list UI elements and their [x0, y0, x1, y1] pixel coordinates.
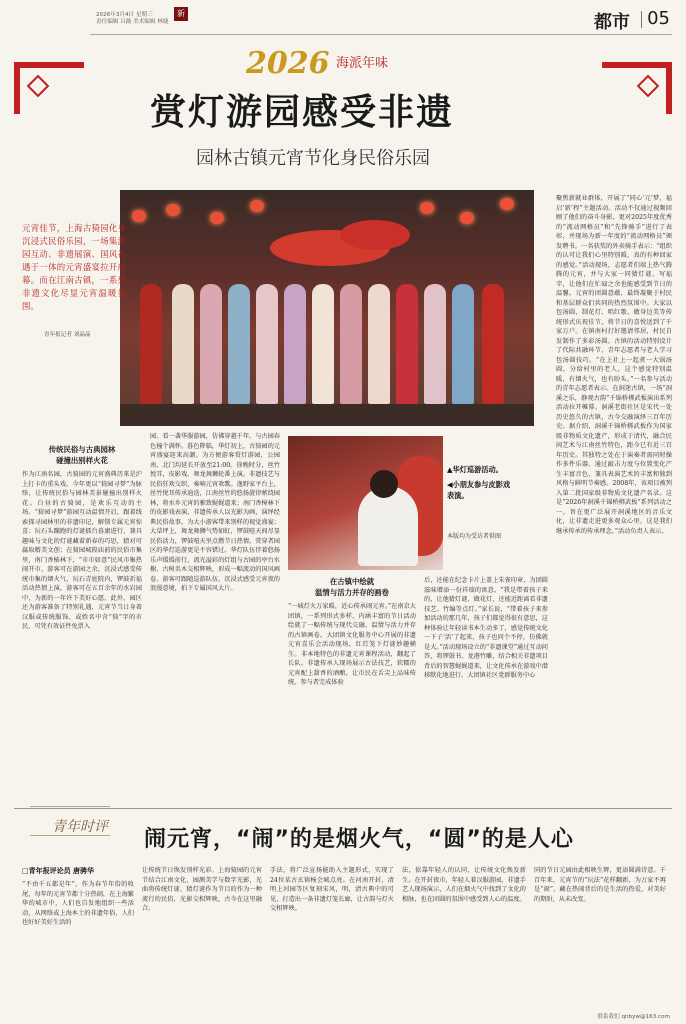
- performer-figure: [340, 284, 362, 404]
- photo-credit: 本版均为受访者供图: [447, 533, 502, 540]
- article2-column-4: [424, 576, 548, 806]
- performer-figure: [424, 284, 446, 404]
- ground: [120, 404, 534, 426]
- main-photo: [120, 190, 534, 426]
- article1-text-2: 园。看一袭华服游园，仿佛穿越千年，与古园春色撞个满怀。暮色降临，华灯初上，古猗园的元宵盛宴迎来高潮。为方便游客赏灯游园，公园南、北门均延长开放至21:00。徐晚时分，丝竹悦耳，皮影戏、舞龙舞狮轮番上演。非遗技艺与民俗狂欢交织，奏响元宵欢歌。逸野家平台上，丝竹悦耳传承迪迭，江南丝竹的悠扬旋律萦绕园林，将水乡元宵的雅致娓娓道来；南门香樟林下的皮影戏表演，非遗传承人以光影为画，演绎经典民俗故事，为大小游客带来别样的视觉盛宴；大草坪上，舞龙舞狮气势如虹，锣鼓喧天间尽显民俗活力，锣鼓喧天里点燃节日热情。赏穿者园区的华灯巡游更是不容错过。华灯队伍伴着悠扬乐声缓缓前行，流光溢彩的灯组与古园的亭台水榭、古树名木交相辉映，形成一幅流动的国风画卷。游客可跟随巡游队伍，沉浸式感受元宵夜的浪漫意境，拍下专属国风大片。: [150, 433, 280, 592]
- commentary-text-4: 法，依靠年轻人的认同，让传统文化焕发新生。在开封夜市，年轻人着汉服游园，非遗手艺人现场演示，人们在烟火气中找到了文化的根脉，也在团圆的氛围中感受到人心的温度。: [402, 867, 526, 903]
- performer-figure: [284, 284, 306, 404]
- performer-figure: [172, 284, 194, 404]
- commentary-column-5: [534, 866, 666, 1010]
- article2-column-5: [556, 194, 672, 806]
- section-title: 都市: [594, 12, 630, 33]
- commentary-column-3: [270, 866, 394, 1010]
- child-head: [370, 470, 398, 498]
- commentary-text-1: “不由千五都是年”，作为春节年俗的收尾，每年的元宵节都十分热闹，在上海繁华的城市中，人们也自发地组织一些活动，从网络或上海本土的非遗年俗，人们也好好美好生活的: [22, 881, 134, 926]
- article1-subhead: 传统民俗与古典园林 碰撞出别样火花: [48, 445, 116, 465]
- corner-ornament-right: [602, 62, 672, 114]
- performer-figure: [200, 284, 222, 404]
- commentary-text-5: 同的节日元园由此相映生辉，更添圆满诗意。千百年来，元宵节的“玩法”花样翻新，为万家不再是“闹”，藏在热闹背后的是生活的热爱，对美好的期盼，从未改变。: [534, 867, 666, 903]
- performer-figure: [368, 284, 390, 404]
- commentary-headline: 闹元宵，“闹”的是烟火气，“圆”的是人心: [144, 827, 574, 852]
- section-divider: [14, 808, 672, 809]
- commentary-byline: □青年报评论员 唐骋华: [22, 867, 95, 875]
- commentary-label: 青年时评: [52, 819, 108, 835]
- lantern-icon: [166, 204, 180, 216]
- banner-tagline: 海派年味: [336, 56, 389, 71]
- intro-text: 元宵佳节，上海古猗园化身沉浸式民俗乐园，一场集游园互动、非遗展演、国风礼遇于一体的元宵盛宴拉开序幕。而在江南古镇，一系列非遗文化尽显元宵温暖氛围。: [22, 223, 126, 311]
- masthead-separator: [641, 11, 642, 28]
- caption-parade: ▲华灯巡游活动。: [447, 465, 503, 474]
- sub-headline: 园林古镇元宵节化身民俗乐园: [196, 148, 430, 169]
- performer-figure: [482, 284, 504, 404]
- lantern-icon: [420, 202, 434, 214]
- lantern-icon: [460, 212, 474, 224]
- performer-figure: [452, 284, 474, 404]
- performer-figure: [312, 284, 334, 404]
- article2-text-5: 聚焦新就业群体，开展了“同心‘元’梦，福启‘新’程”主题活动。活动不仅通过视频回顾了他们的奋斗身影，更对2025年度优秀的“流动网格员”和“先锋骑手”进行了表彰，并现场为新一年度的“流动网格员”颁发聘书。一名获奖的外卖骑手表示：“组织的认可让我们心里特别暖，真的有种回家的感觉。”活动现场，志愿者们端上热气腾腾的元宵，并与大家一同猜灯谜、写福字，让他们在忙碌之余也能感受到节日的温馨。元宵的团圆意蕴，最终凝聚于村民和基层群众们共同的热烈氛围中。大家以包汤圆、制花灯、唱红歌、做身边美等传统形式庆祝佳节，将节日的喜悦送到了千家万户。在镇南村打好邀请邻居，村民自发制作了多彩汤圆。古镇的活动特别设计了代际共融环节，青年志愿者与老人学习包汤圆技巧。“在上社上一起煮一大锅汤圆，分给村里的老人，这个感觉特别温暖，有烟火气，也有盼头。”一名参与活动的青年志愿者表示。在洞迷古镇，一场“洞溪之乐，静观古韵”千锦桥梆武板演出系列活动拉开帷幕。洞溪老街社区是宋代一处历史悠久的古镇，古今交融演绎三百年历史。据介绍，洞溪千锦桥梆武板作为国家级非物质文化遗产，形成于清代，融合民间艺术与江南丝竹特色，距今已有近三百年历史。其独特之处在于演奏者需同时操作多件乐器，通过敲击力度与位置变化产生丰富音色，兼具表演艺术的丰富和独到风格与鲜明节奏感。2008年，该项目被列入第二批国家级非物质文化遗产名录。这是“2026年洞溪千锦桥梆武板”系列活动之一，旨在更广泛展开洞溪地区的音乐文化，让非遗走进更多观众心里，这是我们继承传承的传承理念。”活动负责人表示。: [556, 195, 672, 535]
- article2-text-3: “一城灯火万家暖，近心传承闹元宵。”在南京大团镇，一系列形式多样、内涵丰富的节日活动绘就了一幅传统与现代交融、温情与活力并存的古镇画卷。大团镇文化服务中心开展的非遗元宵喜乐会活动现场，红灯笼下灯谜妙趣横生。非本地特色的非遗元宵课程活动，翻起了长队。非遗传承人现场展示古法技艺，软糯的元宵配上甜香的酒酿，让市民在舌尖上品味传统。参与者完成体验: [288, 603, 416, 686]
- photo-caption: [447, 464, 511, 501]
- corner-ornament-left: [14, 62, 84, 114]
- performer-figure: [396, 284, 418, 404]
- reporter-byline: 青年报记者 刘晶晶: [44, 332, 91, 338]
- inset-photo: [288, 436, 443, 570]
- editor-line: 责任编辑 吕薇 美术编辑 林婕: [96, 19, 169, 25]
- article2-column-3: [288, 576, 416, 806]
- commentary-text-3: 手法，将广泛宣扬能助入主题形式，实现了24位某古玄镇杨会城点亮。在河南开封，清明上河园等区复刻宋风，明，清古典中的可见，打造出一条非遗灯笼长廊，让古韵与灯火交相辉映。: [270, 867, 394, 912]
- article1-column-1: [22, 444, 142, 820]
- lantern-icon: [132, 210, 146, 222]
- article1-text-1: 作为江南名园，古猗园的元宵盛典历来是沪上打卡的重头戏，今年更以“猗园寻梦”为脉络，让传统民俗与园林美景碰撞出别样火花。白昼的古猗园，是欢乐互动的主场。“猗园寻梦”游园互动温情开启，跟着线索探寻园林里的非遗印记，解锁专属元宵惊喜；玩石头蹦跑的灯谜擂台暮庸进行，兼具趣味与文化的灯谜藏着新春的巧思，猜对可赢取精美文创；在猗园城隍庙前的民俗市集里，南门香椿林下，“市市如意”民风市集热闹开市，游客可在游园之余，沉浸式感受传统市集的烟火气，玩石青庭院内，锣鼓祈福活动热情上演，游客可在五百余年的水岩园中，为新的一年许下美好心愿。此外，园区还为游客准备了特别礼遇，元宵节当日身着汉服或传统服饰、或姓名中含“猗”字的市民，可凭有效证件免票入: [22, 471, 142, 630]
- lantern-icon: [500, 198, 514, 210]
- performer-figure: [228, 284, 250, 404]
- masthead-rule: [90, 34, 672, 35]
- commentary-column-2: [142, 866, 262, 1010]
- main-headline: 赏灯游园感受非遗: [150, 92, 455, 133]
- fish-lantern: [340, 220, 410, 250]
- date-line: 2026年3月4日 星期三: [96, 12, 153, 18]
- article1-column-2: [150, 432, 280, 804]
- performer-figure: [256, 284, 278, 404]
- lantern-icon: [250, 200, 264, 212]
- newspaper-logo: 新: [174, 7, 188, 21]
- year-banner: 2026: [246, 46, 330, 81]
- page-number: 05: [647, 8, 670, 29]
- child-figure: [358, 486, 418, 566]
- footer-contact: 联系我们 qnbyw@163.com: [597, 1014, 670, 1020]
- caption-shadow-play: ◀小朋友参与皮影戏表演。: [447, 480, 511, 500]
- article2-text-4: 后，还能在纪念卡片上盖上朱雀印章，为团圆滋味增添一份祥瑞的寓意。“我是带着孩子来的，让他猜灯谜、做花灯，还能近距离看非遗技艺、竹编等点灯。”家长说，“带着孩子来参加活动的那几年，孩子们都觉得很有意思，这种体验让年轻读书本生动多了，感觉传统文化一下子‘活’了起来，孩子也问个不停，仿佛就是大。”活动现场设立的“非遗课堂”通过互动问答，将锣鼓书、龙港竹雕，结合相关非遗项目背后的智慧娓娓道来，让文化传承在游戏中潜移默化地进行。大团镇社区党群服务中心: [424, 577, 548, 679]
- lantern-icon: [210, 212, 224, 224]
- article2-subhead: 在古镇中绘就 温情与活力并存的画卷: [315, 577, 389, 597]
- commentary-column-1: [22, 880, 134, 1010]
- performer-figure: [140, 284, 162, 404]
- commentary-text-2: 让传统节日焕发别样光彩。上海猗园的元宵节结合江南文化，园测美学与数字光影，光曲将传统灯谜、猜灯谜作为节目的作为一种流行的民俗，光影交相辉映，古今在这里融合。: [142, 867, 262, 912]
- commentary-column-4: [402, 866, 526, 1010]
